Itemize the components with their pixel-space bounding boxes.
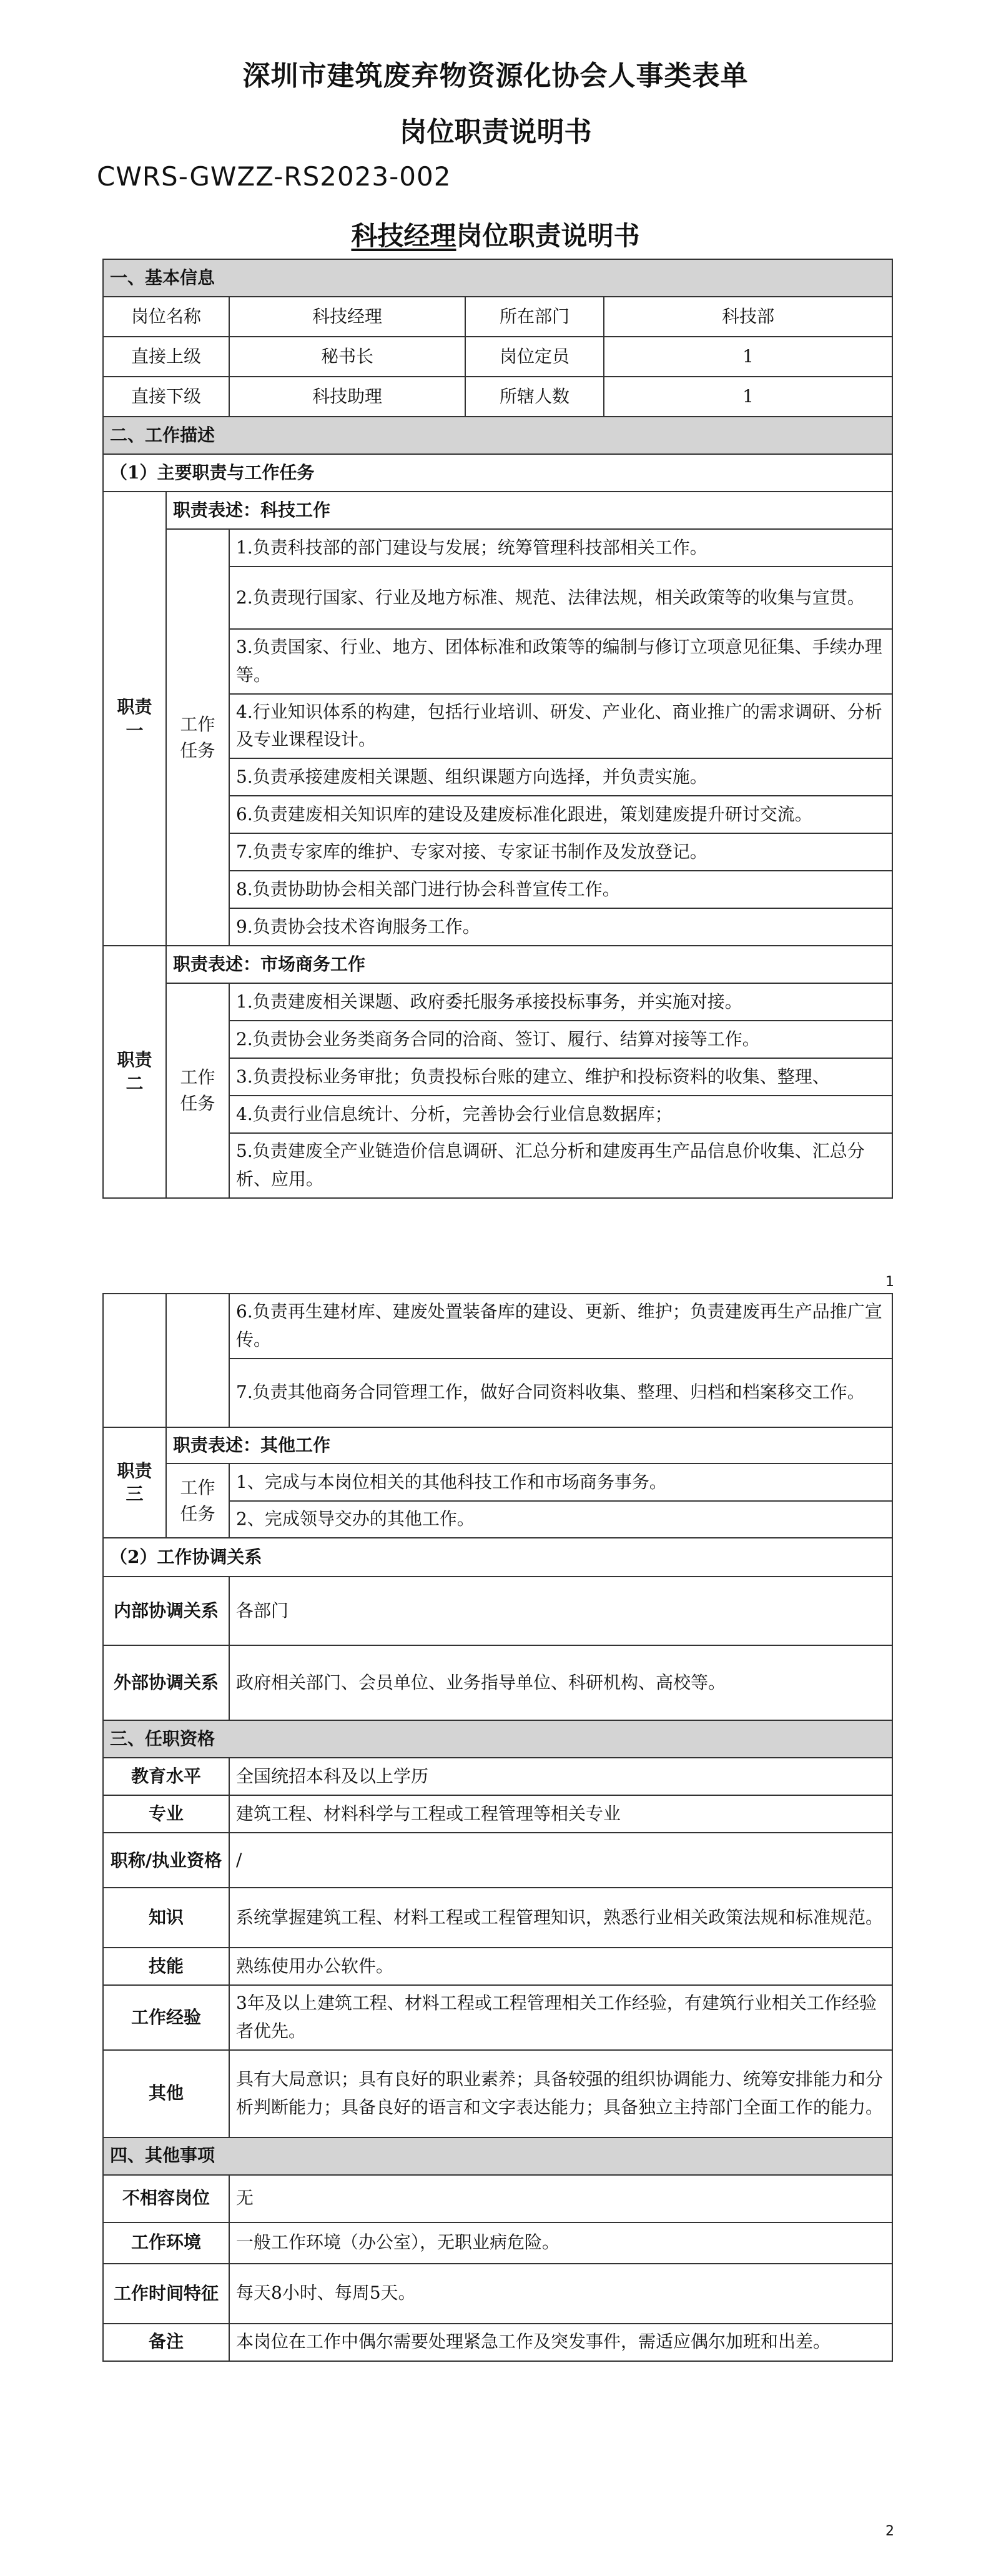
duty-3-desc: 职责表述：其他工作 xyxy=(166,1427,892,1464)
label-work-environment: 工作环境 xyxy=(103,2222,229,2264)
label-department: 所在部门 xyxy=(465,297,604,337)
value-experience: 3年及以上建筑工程、材料工程或工程管理相关工作经验，有建筑行业相关工作经验者优先。 xyxy=(229,1985,892,2050)
section-work-description: 二、工作描述 xyxy=(103,417,892,454)
label-knowledge: 知识 xyxy=(103,1888,229,1948)
basic-row xyxy=(103,297,892,337)
label-subordinate-count: 所辖人数 xyxy=(465,377,604,417)
value-major: 建筑工程、材料科学与工程或工程管理等相关专业 xyxy=(229,1795,892,1833)
duty-2-item: 6.负责再生建材库、建废处置装备库的建设、更新、维护；负责建废再生产品推广宣传。 xyxy=(229,1294,892,1359)
duty-1-item: 2.负责现行国家、行业及地方标准、规范、法律法规，相关政策等的收集与宣贯。 xyxy=(229,567,892,629)
document-number: CWRS-GWZZ-RS2023-002 xyxy=(97,161,451,192)
position-name: 科技经理 xyxy=(351,220,456,251)
value-education: 全国统招本科及以上学历 xyxy=(229,1758,892,1795)
label-other-qualities: 其他 xyxy=(103,2050,229,2138)
document-title-rest: 岗位职责说明书 xyxy=(456,220,640,251)
duty-1-item: 8.负责协助协会相关部门进行协会科普宣传工作。 xyxy=(229,871,892,908)
label-headcount: 岗位定员 xyxy=(465,337,604,377)
label-direct-superior: 直接上级 xyxy=(103,337,229,377)
duty-1-item: 6.负责建废相关知识库的建设及建废标准化跟进，策划建废提升研讨交流。 xyxy=(229,796,892,833)
value-incompatible-positions: 无 xyxy=(229,2175,892,2222)
value-knowledge: 系统掌握建筑工程、材料工程或工程管理知识，熟悉行业相关政策法规和标准规范。 xyxy=(229,1888,892,1948)
label-working-hours: 工作时间特征 xyxy=(103,2264,229,2324)
value-subordinate-count: 1 xyxy=(604,377,892,417)
label-external-coordination: 外部协调关系 xyxy=(103,1645,229,1720)
duty-2-label: 职责二 xyxy=(103,946,166,1198)
label-major: 专业 xyxy=(103,1795,229,1833)
duty-1-task-label: 工作任务 xyxy=(166,529,229,946)
basic-row xyxy=(103,337,892,377)
duty-1-item: 5.负责承接建废相关课题、组织课题方向选择，并负责实施。 xyxy=(229,758,892,796)
duty-2-item: 4.负责行业信息统计、分析，完善协会行业信息数据库； xyxy=(229,1096,892,1133)
duty-2-task-label-continued xyxy=(166,1294,229,1427)
document-title xyxy=(0,215,991,253)
value-internal-coordination: 各部门 xyxy=(229,1577,892,1645)
duty-2-item: 5.负责建废全产业链造价信息调研、汇总分析和建废再生产品信息价收集、汇总分析、应用。 xyxy=(229,1133,892,1198)
label-position-name: 岗位名称 xyxy=(103,297,229,337)
value-work-environment: 一般工作环境（办公室），无职业病危险。 xyxy=(229,2222,892,2264)
duty-3-item: 1、完成与本岗位相关的其他科技工作和市场商务事务。 xyxy=(229,1464,892,1501)
value-department: 科技部 xyxy=(604,297,892,337)
duty-3-task-label: 工作任务 xyxy=(166,1464,229,1538)
duty-2-desc: 职责表述：市场商务工作 xyxy=(166,946,892,983)
label-experience: 工作经验 xyxy=(103,1985,229,2050)
job-description-table-page1 xyxy=(102,259,893,1199)
duty-1-desc: 职责表述：科技工作 xyxy=(166,492,892,529)
org-title: 深圳市建筑废弃物资源化协会人事类表单 xyxy=(242,60,749,92)
value-position-name: 科技经理 xyxy=(229,297,465,337)
duty-2-item: 3.负责投标业务审批；负责投标台账的建立、维护和投标资料的收集、整理、 xyxy=(229,1058,892,1096)
section-other-matters: 四、其他事项 xyxy=(103,2138,892,2175)
job-description-table-page2 xyxy=(102,1293,893,2362)
value-working-hours: 每天8小时、每周5天。 xyxy=(229,2264,892,2324)
label-education: 教育水平 xyxy=(103,1758,229,1795)
duty-1-item: 4.行业知识体系的构建，包括行业培训、研发、产业化、商业推广的需求调研、分析及专业课程设计。 xyxy=(229,694,892,759)
duty-1-item: 9.负责协会技术咨询服务工作。 xyxy=(229,908,892,946)
page-number-2: 2 xyxy=(885,2524,894,2539)
section-qualifications: 三、任职资格 xyxy=(103,1720,892,1758)
label-internal-coordination: 内部协调关系 xyxy=(103,1577,229,1645)
coordination-heading: （2）工作协调关系 xyxy=(103,1538,892,1577)
duty-1-item: 1.负责科技部的部门建设与发展；统筹管理科技部相关工作。 xyxy=(229,529,892,567)
value-remarks: 本岗位在工作中偶尔需要处理紧急工作及突发事件，需适应偶尔加班和出差。 xyxy=(229,2324,892,2361)
form-title: 岗位职责说明书 xyxy=(399,116,592,148)
label-certification: 职称/执业资格 xyxy=(103,1833,229,1888)
duty-3-item: 2、完成领导交办的其他工作。 xyxy=(229,1501,892,1538)
value-certification: / xyxy=(229,1833,892,1888)
duty-3-label: 职责三 xyxy=(103,1427,166,1538)
label-remarks: 备注 xyxy=(103,2324,229,2361)
value-other-qualities: 具有大局意识；具有良好的职业素养；具备较强的组织协调能力、统筹安排能力和分析判断能力；具备良好的语言和文字表达能力；具备独立主持部门全面工作的能力。 xyxy=(229,2050,892,2138)
label-skills: 技能 xyxy=(103,1948,229,1985)
duty-1-item: 3.负责国家、行业、地方、团体标准和政策等的编制与修订立项意见征集、手续办理等。 xyxy=(229,629,892,694)
duty-1-label: 职责一 xyxy=(103,492,166,946)
value-skills: 熟练使用办公软件。 xyxy=(229,1948,892,1985)
value-headcount: 1 xyxy=(604,337,892,377)
duty-2-item: 1.负责建废相关课题、政府委托服务承接投标事务，并实施对接。 xyxy=(229,983,892,1021)
label-direct-subordinate: 直接下级 xyxy=(103,377,229,417)
value-direct-subordinate: 科技助理 xyxy=(229,377,465,417)
value-direct-superior: 秘书长 xyxy=(229,337,465,377)
duty-2-label-continued xyxy=(103,1294,166,1427)
page-number-1: 1 xyxy=(885,1274,894,1290)
duty-1-item: 7.负责专家库的维护、专家对接、专家证书制作及发放登记。 xyxy=(229,833,892,871)
duty-2-item: 2.负责协会业务类商务合同的洽商、签订、履行、结算对接等工作。 xyxy=(229,1021,892,1058)
duty-2-item: 7.负责其他商务合同管理工作，做好合同资料收集、整理、归档和档案移交工作。 xyxy=(229,1359,892,1427)
main-duties-heading: （1）主要职责与工作任务 xyxy=(103,454,892,492)
basic-row xyxy=(103,377,892,417)
label-incompatible-positions: 不相容岗位 xyxy=(103,2175,229,2222)
duty-2-task-label: 工作任务 xyxy=(166,983,229,1198)
section-basic-info: 一、基本信息 xyxy=(103,259,892,297)
value-external-coordination: 政府相关部门、会员单位、业务指导单位、科研机构、高校等。 xyxy=(229,1645,892,1720)
